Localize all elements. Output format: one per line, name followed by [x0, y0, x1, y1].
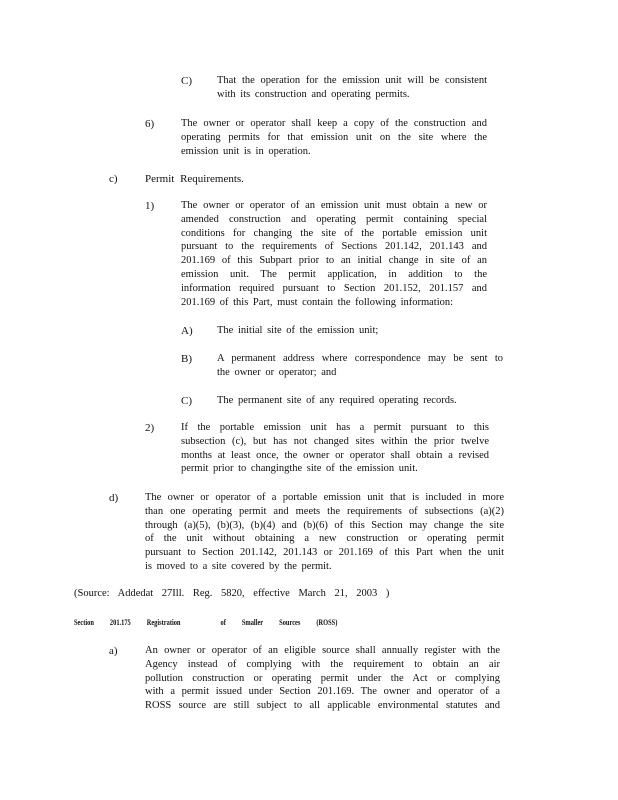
list-label-2: 2)	[145, 422, 155, 434]
text-line: through (a)(5), (b)(3), (b)(4) and (b)(6) of this Section may change the site	[145, 519, 504, 531]
text-line: operating permits for that emission unit on the site where the	[181, 131, 487, 143]
paragraph-c1-C	[217, 394, 497, 408]
text-line: 201.169 of this Subpart prior to an initial change in site of an	[181, 255, 487, 267]
source-note: (Source: Addedat 27Ill. Reg. 5820, effective March 21, 2003 )	[74, 588, 390, 599]
text-line: 201.169 of this Part, must contain the following information:	[181, 296, 454, 308]
section-title-word: of	[220, 618, 226, 627]
list-label-A: A)	[181, 325, 193, 337]
text-line: ROSS source are still subject to all applicable environmental statutes and	[145, 700, 500, 712]
text-line: information required pursuant to Section 201.152, 201.157 and	[181, 282, 487, 294]
text-line: emission unit. The permit application, in addition to the	[181, 268, 487, 280]
text-line: The initial site of the emission unit;	[217, 325, 379, 336]
text-line: Agency instead of complying with the requirement to obtain an air	[145, 658, 500, 670]
section-title-word: (ROSS)	[316, 618, 338, 627]
subsection-title-c: Permit Requirements.	[145, 173, 244, 185]
text-line: with its construction and operating permits.	[217, 88, 410, 100]
text-line: is moved to a site covered by the permit.	[145, 560, 332, 572]
section-title-word: Smaller	[241, 618, 264, 627]
text-line: months at least once, the owner or operator shall obtain a revised	[181, 449, 489, 461]
paragraph-c1-A	[217, 324, 497, 338]
text-line: The owner or operator of a portable emission unit that is included in more	[145, 492, 504, 503]
text-line: If the portable emission unit has a permit pursuant to this	[181, 422, 489, 433]
paragraph-c-top	[217, 74, 487, 102]
list-label-C-top: C)	[181, 75, 192, 87]
text-line: conditions for changing the site of the portable emission unit	[181, 227, 487, 239]
section-title-word: Registration	[146, 618, 181, 627]
text-line: pursuant to Section 201.142, 201.143 or 201.169 of this Part when the unit	[145, 547, 504, 559]
list-label-B: B)	[181, 353, 192, 365]
text-line: emission unit is in operation.	[181, 145, 311, 157]
subsection-label-d: d)	[109, 492, 119, 504]
text-line: pollution construction or operating permit under the Act or complying	[145, 672, 500, 684]
section-word: Section	[74, 618, 94, 627]
text-line: than one operating permit and meets the requirements of subsections (a)(2)	[145, 505, 504, 517]
section-number: 201.175	[109, 618, 131, 627]
list-label-6: 6)	[145, 118, 155, 130]
text-line: subsection (c), but has not changed sites within the prior twelve	[181, 435, 489, 447]
text-line: That the operation for the emission unit will be consistent	[217, 75, 487, 86]
list-label-C: C)	[181, 395, 192, 407]
paragraph-c2	[181, 421, 489, 476]
text-line: An owner or operator of an eligible source shall annually register with the	[145, 645, 500, 656]
section-title-word: Sources	[279, 618, 301, 627]
section-label-a: a)	[109, 645, 118, 657]
text-line: A permanent address where correspondence may be sent to	[217, 353, 503, 364]
text-line: with a permit issued under Section 201.169. The owner and operator of a	[145, 686, 500, 698]
paragraph-c1-B	[217, 352, 503, 380]
text-line: The owner or operator shall keep a copy of the construction and	[181, 118, 487, 129]
text-line: the owner or operator; and	[217, 366, 337, 378]
text-line: permit prior to changingthe site of the emission unit.	[181, 463, 418, 475]
paragraph-section-a	[145, 644, 500, 713]
paragraph-c1	[181, 199, 487, 309]
text-line: The permanent site of any required operating records.	[217, 395, 457, 406]
subsection-label-c: c)	[109, 173, 118, 185]
text-line: pursuant to the requirements of Sections 201.142, 201.143 and	[181, 241, 487, 253]
text-line: of the unit without obtaining a new construction or operating permit	[145, 533, 504, 545]
list-label-1: 1)	[145, 200, 155, 212]
text-line: The owner or operator of an emission unit must obtain a new or	[181, 200, 487, 211]
text-line: amended construction and operating permit containing special	[181, 213, 487, 225]
section-heading	[74, 617, 352, 629]
paragraph-6	[181, 117, 487, 158]
paragraph-d	[145, 491, 504, 574]
